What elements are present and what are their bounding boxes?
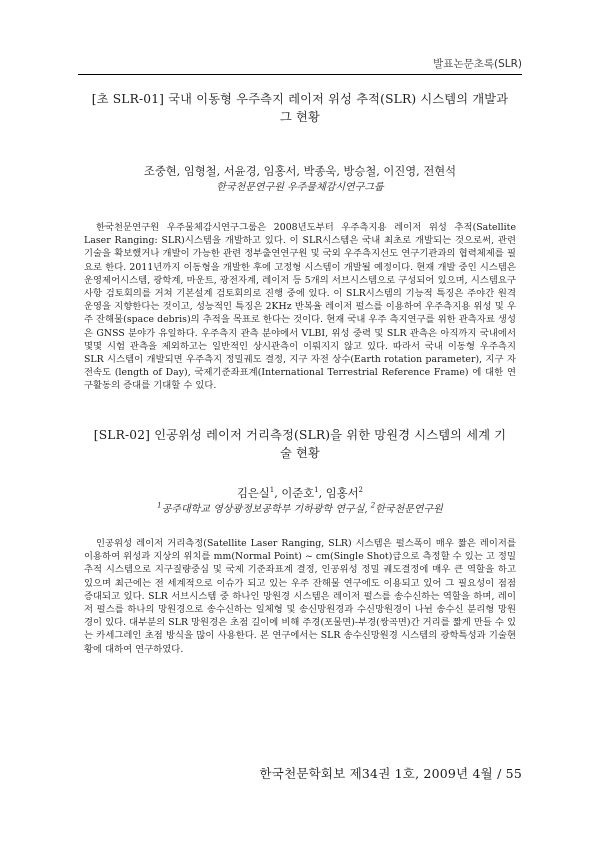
abstract-slr-02 — [84, 426, 516, 656]
author-separator: , — [274, 487, 282, 500]
affiliation-mark: 1 — [269, 486, 275, 495]
header-divider — [78, 74, 522, 75]
author-separator: , — [318, 487, 326, 500]
affiliation-name: 공주대학교 영상광정보공학부 기하광학 연구실 — [161, 504, 365, 515]
author-list — [84, 486, 516, 502]
affiliation-mark: 1 — [157, 501, 162, 510]
affiliation-separator: , — [364, 504, 371, 515]
author-name: 임홍서 — [325, 487, 359, 500]
affiliation: 한국천문연구원 우주물체감시연구그룹 — [216, 182, 384, 193]
affiliation-mark: 2 — [370, 501, 376, 510]
abstract-title: [초 SLR-01] 국내 이동형 우주측지 레이저 위성 추적(SLR) 시스템의 개발과 그 현황 — [91, 92, 509, 124]
author-name: 이준호 — [281, 487, 315, 500]
author-name: 김은실 — [236, 487, 270, 500]
abstract-body: 인공위성 레이저 거리측정(Satellite Laser Ranging, SLR) 시스템은 펄스폭이 매우 짧은 레이저를 이용하여 위성과 지상의 위치를 mm(Normal Point) ~ cm(Single Shot)급으로 측정할 수 있는 고 정밀 추적 시스템으로 지구질량중심 및 국제 기준좌표계 결정, 인공위성 정밀 궤도결정에 매우 큰 역할을 하고 있으며 최근에는 전 세계적으로 이슈가 되고 있는 우주 잔해물 연구에도 이용되고 있어 그 필요성이 점점 증대되고 있다. SLR 서브시스템 중 하나인 망원경 시스템은 레이저 펄스를 송수신하는 역할을 하며, 레이저 펄스를 하나의 망원경으로 송수신하는 일체형 및 송신망원경과 수신망원경이 나뉜 송수신 분리형 망원경이 있다. 대부분의 SLR 망원경은 초점 길이에 비해 주경(포물면)-부경(쌍곡면)간 거리를 짧게 만들 수 있는 카세그레인 초점 방식을 많이 사용한다. 본 연구에서는 SLR 송수신망원경 시스템의 광학특성과 기술현황에 대하여 연구하였다. — [84, 538, 516, 655]
affiliation-name: 한국천문연구원 — [375, 504, 443, 515]
author-list: 조중현, 임형철, 서윤경, 임홍서, 박종욱, 방승철, 이진영, 전현석 — [143, 165, 457, 178]
affiliation — [84, 502, 516, 517]
affiliation-mark: 2 — [358, 486, 364, 495]
page-footer-citation: 한국천문학회보 제34권 1호, 2009년 4월 / 55 — [259, 766, 522, 781]
section-label: 발표논문초록(SLR) — [433, 58, 522, 70]
affiliation-mark: 1 — [314, 486, 319, 495]
abstract-body: 한국천문연구원 우주물체감시연구그룹은 2008년도부터 우주측지용 레이저 위성 추적(Satellite Laser Ranging: SLR)시스템을 개발하고 있다. 이 SLR시스템은 국내 최초로 개발되는 것으로써, 관련 기술을 확보했거나 개발이 가능한 관련 정부출연연구원 및 국외 우주측지선도 연구기관과의 협력체제를 필요로 한다. 2011년까지 이동형을 개발한 후에 고정형 시스템이 개발될 예정이다. 현재 개발 중인 시스템은 운영제어시스템, 광학계, 마운트, 광전자계, 레이저 등 5개의 서브시스템으로 구성되어 있으며, 시스템요구사항 검토회의를 거쳐 기본설계 검토회의로 진행 중에 있다. 이 SLR시스템의 기능적 특징은 주야간 원격 운영을 지향한다는 것이고, 성능적인 특징은 2KHz 반복율 레이저 펄스를 이용하여 우주측지용 위성 및 우주 잔해물(space debris)의 추적을 목표로 한다는 것이다. 현재 국내 우주 측지연구를 위한 관측자료 생성은 GNSS 분야가 유일하다. 우주측지 관측 분야에서 VLBI, 위성 중력 및 SLR 관측은 아직까지 국내에서 몇몇 시험 관측을 제외하고는 일반적인 상시관측이 이뤄지지 않고 있다. 따라서 국내 이동형 우주측지 SLR 시스템이 개발되면 우주측지 정밀궤도 결정, 지구 자전 상수(Earth rotation parameter), 지구 자전속도 (length of Day), 국제기준좌표계(International Terrestrial Reference Frame) 에 대한 연구활동의 증대를 기대할 수 있다. — [84, 222, 516, 392]
abstract-slr-01 — [84, 90, 516, 393]
abstract-title: [SLR-02] 인공위성 레이저 거리측정(SLR)을 위한 망원경 시스템의 세계 기술 현황 — [93, 428, 507, 460]
